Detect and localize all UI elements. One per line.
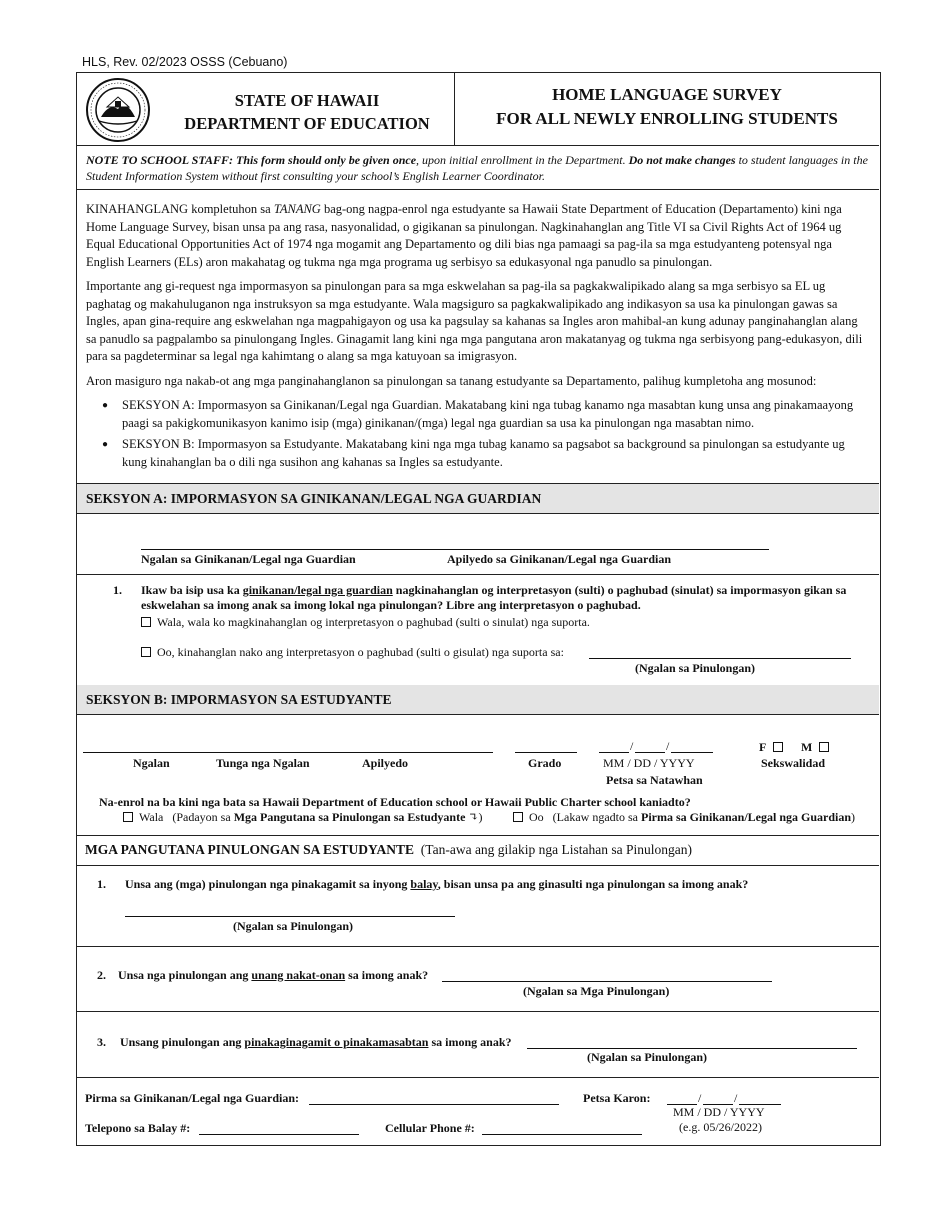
enrolled-yes-option[interactable]: Oo (Lakaw ngadto sa Pirma sa Ginikanan/Legal nga Guardian): [513, 810, 855, 825]
todays-date-label: Petsa Karon:: [583, 1091, 651, 1105]
first-name-label: Ngalan: [133, 756, 170, 770]
interpretation-yes-checkbox[interactable]: [141, 647, 151, 657]
dob-month-field[interactable]: [599, 752, 629, 753]
intro-section: [77, 190, 879, 484]
form-header: [77, 73, 879, 146]
first-language-label: (Ngalan sa Mga Pinulongan): [523, 984, 670, 998]
bullet-section-b: ● SEKSYON B: Impormasyon sa Estudyante. Makatabang kini nga mga tubag kanamo sa pagsabot sa background sa pinulongan sa estudyante ug kung kinahanglan ba o dili nga susihon ang kahanas sa Ingles sa estudyante.: [100, 436, 870, 471]
enrolled-yes-checkbox[interactable]: [513, 812, 523, 822]
guardian-last-name-label: Apilyedo sa Ginikanan/Legal nga Guardian: [447, 552, 672, 566]
most-used-language-field[interactable]: [527, 1048, 857, 1049]
divider: [77, 946, 879, 947]
todays-date-example: (e.g. 05/26/2022): [679, 1120, 762, 1134]
intro-paragraph-2: Importante ang gi-request nga impormasyon sa pinulongan para sa mga eskwelahan sa pag-ila sa pagkakwalipikado alang sa mga serbisyo sa EL ug paghatag og makahuluganon nga instruksyon sa mga estudyante. Wala magsiguro sa pagkakwalipikado ang indikasyon sa usa ka pinulongan gawas sa Ingles, apan gina-require ang eskwelahan nga magpahigayon og usa ka pagsulay sa kahanas sa Ingles aron mahibal-an kung adunay panginahanglan alang sa panudlo sa pagpalambo sa pinulongang Ingles. Ginagamit lang kini nga mga pangutana aron makatanyag og tukma nga serbisyong pang-edukasyon, dili para sa pagdeterminar sa legal nga kahimtang o alang sa mga katuyoan sa imigrasyon.: [86, 279, 863, 363]
sex-female-option[interactable]: F: [759, 740, 789, 755]
intro-bullets: [100, 397, 870, 471]
guardian-name-field[interactable]: [141, 549, 769, 550]
language-q3-text: Unsang pinulongan ang pinakaginagamit o pinakamasabtan sa imong anak?: [120, 1035, 512, 1049]
note-bold-1: NOTE TO SCHOOL STAFF: This form should only be given once: [86, 153, 417, 167]
todays-date-format: MM / DD / YYYY: [673, 1105, 765, 1119]
signature-label: Pirma sa Ginikanan/Legal nga Guardian:: [85, 1091, 300, 1105]
header-org: [77, 73, 455, 145]
form-revision: HLS, Rev. 02/2023 OSSS (Cebuano): [82, 55, 288, 69]
divider: [77, 835, 879, 836]
title-line-1: HOME LANGUAGE SURVEY: [552, 85, 782, 104]
divider: [77, 574, 879, 575]
department-seal-icon: [85, 77, 151, 143]
date-separator: /: [698, 1091, 702, 1105]
grade-field[interactable]: [515, 752, 577, 753]
language-q1-number: 1.: [97, 877, 106, 891]
sex-male-checkbox[interactable]: [819, 742, 829, 752]
sex-female-checkbox[interactable]: [773, 742, 783, 752]
note-bold-2: Do not make changes: [628, 153, 736, 167]
title-line-2: FOR ALL NEWLY ENROLLING STUDENTS: [496, 109, 838, 128]
dob-format: MM / DD / YYYY: [603, 756, 695, 770]
org-line-1: STATE OF HAWAII: [234, 91, 380, 110]
bullet-section-a: ● SEKSYON A: Impormasyon sa Ginikanan/Legal nga Guardian. Makatabang kini nga tubag kanamo nga masabtan kung unsa ang pinakamaayong paagi sa pakigkomunikasyon kanimo isip (mga) ginikanan/(mga) legal nga guardian sa usa ka pinulongan nga masabtan nimo.: [100, 397, 870, 432]
note-text-2: to student languages in the Student Information System without first consulting your school’s English Learner Coordinator.: [86, 153, 868, 183]
section-a-heading: SEKSYON A: IMPORMASYON SA GINIKANAN/LEGAL NGA GUARDIAN: [77, 484, 879, 514]
interpretation-no-option[interactable]: Wala, wala ko magkinahanglan og interpretasyon o paghubad (sulti o sinulat) nga suporta.: [141, 615, 590, 630]
language-q3-number: 3.: [97, 1035, 106, 1049]
dob-year-field[interactable]: [671, 752, 713, 753]
grade-label: Grado: [528, 756, 562, 770]
note-text-1: , upon initial enrollment in the Department.: [416, 153, 629, 167]
last-name-label: Apilyedo: [362, 756, 409, 770]
enrolled-before-question: Na-enrol na ba kini nga bata sa Hawaii Department of Education school or Hawaii Public Charter school kaniadto?: [99, 795, 691, 809]
date-separator: /: [666, 739, 670, 753]
divider: [77, 1011, 879, 1012]
sex-male-option[interactable]: M: [801, 740, 835, 755]
first-language-field[interactable]: [442, 981, 772, 982]
intro-paragraph-1: KINAHANGLANG kompletuhon sa TANANG bag-ong nagpa-enrol nga estudyante sa Hawaii State Department of Education (Departamento) kini nga Home Language Survey, bisan unsa pa ang rasa, nasyonalidad, o gigikanan sa pinulongan. Nagkinahanglan ang Title VI sa Civil Rights Act of 1964 ug Equal Educational Opportunities Act of 1974 nga mogamit ang Departamento og dili bias nga pamaagi sa pag-ila sa mga estudyanteng potensyal nga English Learners (ELs) aron makahatag og tukma nga mga programa ug serbisyo sa edukasyonal nga panudlo sa pinulongan.: [86, 202, 842, 269]
enrolled-no-checkbox[interactable]: [123, 812, 133, 822]
section-a-q1-number: 1.: [113, 583, 122, 597]
home-phone-label: Telepono sa Balay #:: [85, 1121, 191, 1135]
home-language-field[interactable]: [125, 916, 455, 917]
staff-note: [77, 146, 879, 190]
divider: [77, 865, 879, 866]
form-title: [455, 73, 879, 145]
language-questions-heading: MGA PANGUTANA PINULONGAN SA ESTUDYANTE (Tan-awa ang gilakip nga Listahan sa Pinulongan): [85, 842, 693, 857]
section-b-heading: SEKSYON B: IMPORMASYON SA ESTUDYANTE: [77, 685, 879, 715]
interpretation-no-checkbox[interactable]: [141, 617, 151, 627]
guardian-first-name-label: Ngalan sa Ginikanan/Legal nga Guardian: [141, 552, 356, 566]
enrolled-no-option[interactable]: Wala (Padayon sa Mga Pangutana sa Pinulongan sa Estudyante ↴): [123, 810, 482, 825]
interpretation-yes-option[interactable]: Oo, kinahanglan nako ang interpretasyon o paghubad (sulti o gisulat) nga suporta sa:: [141, 645, 564, 660]
org-line-2: DEPARTMENT OF EDUCATION: [184, 114, 430, 133]
guardian-language-field[interactable]: [589, 658, 851, 659]
language-q2-number: 2.: [97, 968, 106, 982]
section-a-q1-text: Ikaw ba isip usa ka ginikanan/legal nga guardian nagkinahanglan og interpretasyon (sulti) o paghubad (sinulat) sa impormasyon gikan sa eskwelahan sa imong anak sa imong lokal nga pinulongan? Libre ang interpretasyon o paghubad.: [141, 583, 847, 612]
home-language-label: (Ngalan sa Pinulongan): [233, 919, 354, 933]
date-separator: /: [734, 1091, 738, 1105]
middle-name-label: Tunga nga Ngalan: [216, 756, 310, 770]
home-phone-field[interactable]: [199, 1134, 359, 1135]
guardian-language-label: (Ngalan sa Pinulongan): [635, 661, 756, 675]
language-q1-text: Unsa ang (mga) pinulongan nga pinakagamit sa inyong balay, bisan unsa pa ang ginasulti nga pinulongan sa imong anak?: [125, 877, 749, 891]
cell-phone-label: Cellular Phone #:: [385, 1121, 475, 1135]
language-q2-text: Unsa nga pinulongan ang unang nakat-onan sa imong anak?: [118, 968, 429, 982]
dob-day-field[interactable]: [635, 752, 665, 753]
signature-field[interactable]: [309, 1104, 559, 1105]
sex-label: Sekswalidad: [761, 756, 826, 770]
student-name-field[interactable]: [83, 752, 493, 753]
date-separator: /: [630, 739, 634, 753]
divider: [77, 1077, 879, 1078]
form-frame: [76, 72, 881, 1146]
dob-label: Petsa sa Natawhan: [606, 773, 703, 787]
cell-phone-field[interactable]: [482, 1134, 642, 1135]
most-used-language-label: (Ngalan sa Pinulongan): [587, 1050, 708, 1064]
intro-paragraph-3: Aron masiguro nga nakab-ot ang mga panginahanglanon sa pinulongan sa tanang estudyante sa Departamento, palihug kumpletoha ang mosunod:: [86, 373, 817, 388]
